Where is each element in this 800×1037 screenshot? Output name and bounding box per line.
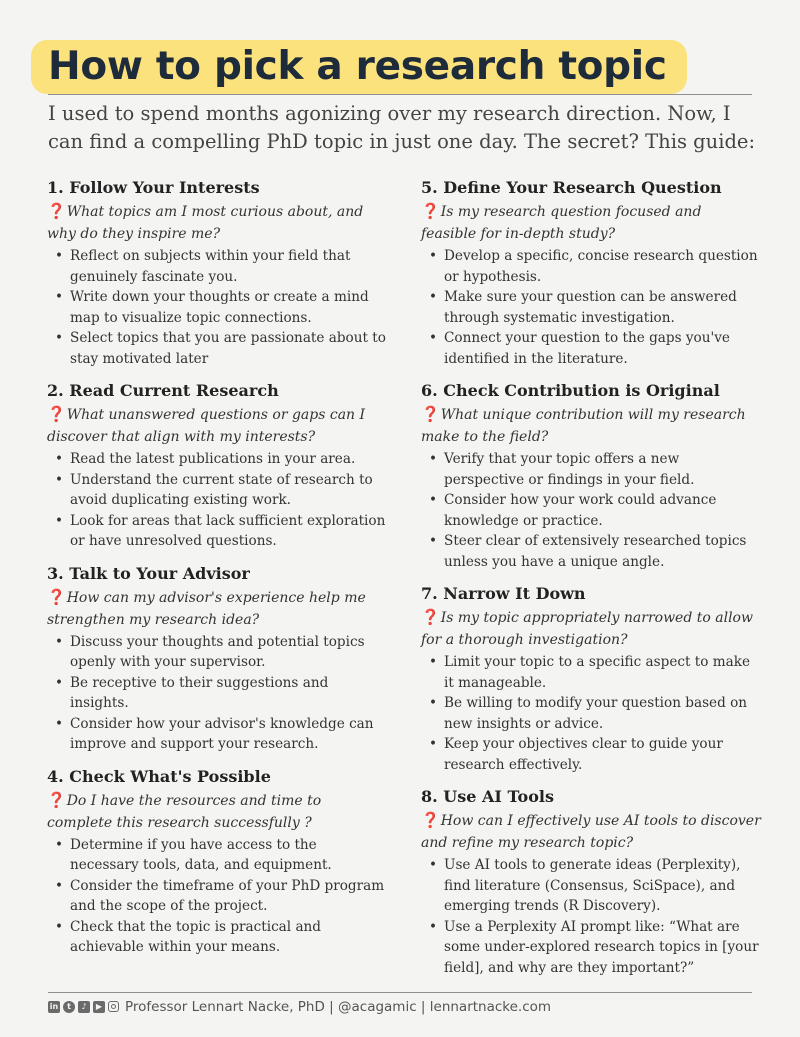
bullet-list [47, 632, 387, 755]
page-title: How to pick a research topic [48, 44, 667, 89]
tiktok-icon[interactable]: ♪ [78, 1001, 90, 1013]
question-mark-icon: ❓ [421, 202, 440, 220]
list-item: • Use AI tools to generate ideas (Perplexity), find literature (Consensus, SciSpace), and emerging trends (R Discovery). [421, 855, 761, 917]
intro-text: I used to spend months agonizing over my research direction. Now, I can find a compelling PhD topic in just one day. The secret? This guide: [48, 102, 756, 153]
step-talk-advisor [47, 562, 387, 755]
step-heading: 3. Talk to Your Advisor [47, 563, 250, 583]
list-item: • Use a Perplexity AI prompt like: “What are some under-explored research topics in [your field], and why are they important?” [421, 917, 761, 979]
step-heading: 8. Use AI Tools [421, 787, 554, 806]
list-item: • Look for areas that lack sufficient exploration or have unresolved questions. [47, 511, 387, 552]
list-item: • Consider how your work could advance knowledge or practice. [421, 490, 761, 531]
step-check-possible [47, 765, 387, 958]
list-item: • Be receptive to their suggestions and insights. [47, 673, 387, 714]
list-item: • Keep your objectives clear to guide your research effectively. [421, 734, 761, 775]
list-item: • Determine if you have access to the necessary tools, data, and equipment. [47, 835, 387, 876]
list-item: • Be willing to modify your question based on new insights or advice. [421, 693, 761, 734]
footer-credit: Professor Lennart Nacke, PhD | @acagamic | lennartnacke.com [125, 999, 552, 1015]
list-item: • Select topics that you are passionate about to stay motivated later [47, 328, 387, 369]
step-question: ❓Do I have the resources and time to complete this research successfully ? [47, 790, 322, 831]
list-item: • Read the latest publications in your area. [47, 449, 387, 470]
question-mark-icon: ❓ [421, 608, 440, 626]
question-mark-icon: ❓ [47, 790, 66, 809]
linkedin-icon[interactable]: in [49, 1002, 59, 1011]
left-column [47, 176, 387, 968]
step-question: ❓How can I effectively use AI tools to discover and refine my research topic? [421, 811, 761, 851]
footer-divider [48, 992, 752, 993]
question-mark-icon: ❓ [421, 405, 440, 423]
step-question: ❓Is my topic appropriately narrowed to allow for a thorough investigation? [421, 608, 753, 648]
step-question: ❓What topics am I most curious about, and why do they inspire me? [47, 202, 364, 242]
step-heading: 6. Check Contribution is Original [421, 381, 720, 400]
bullet-list [47, 835, 387, 958]
step-heading: 2. Read Current Research [47, 381, 279, 400]
twitter-icon[interactable]: t [63, 1001, 75, 1013]
step-question: ❓How can my advisor's experience help me strengthen my research idea? [47, 587, 366, 628]
list-item: • Consider how your advisor's knowledge can improve and support your research. [47, 714, 387, 755]
list-item: • Connect your question to the gaps you've identified in the literature. [421, 328, 761, 369]
step-follow-interests [47, 176, 387, 369]
bullet-list [421, 246, 761, 369]
list-item: • Write down your thoughts or create a mind map to visualize topic connections. [47, 287, 387, 328]
social-icons [48, 1001, 119, 1013]
list-item: • Reflect on subjects within your field that genuinely fascinate you. [47, 246, 387, 287]
list-item: • Make sure your question can be answered through systematic investigation. [421, 287, 761, 328]
question-mark-icon: ❓ [421, 811, 440, 829]
step-heading: 4. Check What's Possible [47, 766, 271, 786]
question-mark-icon: ❓ [47, 202, 66, 220]
bullet-list [421, 449, 761, 572]
instagram-icon[interactable] [108, 1001, 119, 1012]
list-item: • Consider the timeframe of your PhD program and the scope of the project. [47, 876, 387, 917]
list-item: • Verify that your topic offers a new perspective or findings in your field. [421, 449, 761, 490]
step-narrow-down [421, 582, 761, 775]
question-mark-icon: ❓ [47, 587, 66, 606]
step-question: ❓What unique contribution will my research make to the field? [421, 405, 746, 445]
bullet-list [47, 449, 387, 552]
youtube-icon[interactable]: ▶ [93, 1001, 105, 1013]
step-heading: 7. Narrow It Down [421, 584, 586, 603]
bullet-list [421, 855, 761, 978]
footer [48, 997, 551, 1017]
bullet-list [47, 246, 387, 369]
step-read-research [47, 379, 387, 552]
list-item: • Discuss your thoughts and potential topics openly with your supervisor. [47, 632, 387, 673]
list-item: • Develop a specific, concise research question or hypothesis. [421, 246, 761, 287]
right-column [421, 176, 761, 988]
step-question: ❓Is my research question focused and feasible for in-depth study? [421, 202, 702, 242]
title-divider [48, 94, 752, 95]
step-question: ❓What unanswered questions or gaps can I discover that align with my interests? [47, 405, 366, 445]
list-item: • Check that the topic is practical and achievable within your means. [47, 917, 387, 958]
step-ai-tools [421, 785, 761, 978]
step-define-question [421, 176, 761, 369]
step-check-contribution [421, 379, 761, 572]
step-heading: 1. Follow Your Interests [47, 178, 260, 197]
list-item: • Understand the current state of research to avoid duplicating existing work. [47, 470, 387, 511]
question-mark-icon: ❓ [47, 405, 66, 423]
list-item: • Limit your topic to a specific aspect to make it manageable. [421, 652, 761, 693]
list-item: • Steer clear of extensively researched topics unless you have a unique angle. [421, 531, 761, 572]
step-heading: 5. Define Your Research Question [421, 178, 722, 197]
bullet-list [421, 652, 761, 775]
